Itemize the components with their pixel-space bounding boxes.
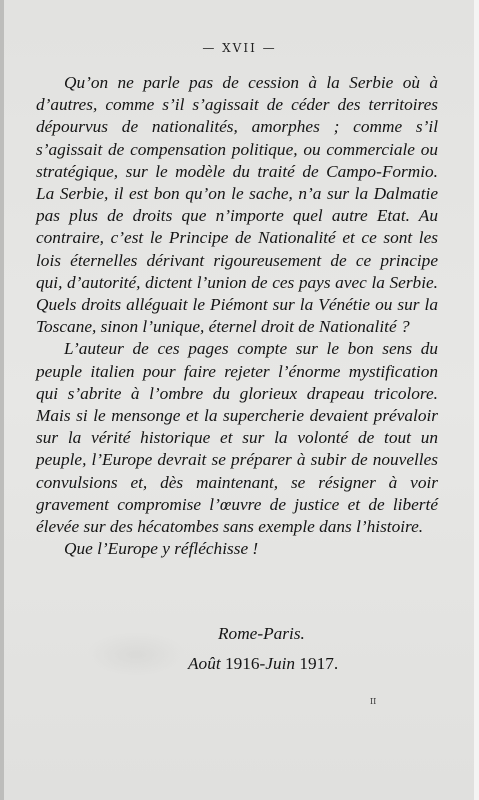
body-text — [36, 72, 438, 560]
printer-signature-mark: II — [370, 697, 377, 706]
paragraph: L’auteur de ces pages compte sur le bon sens du peuple italien pour faire rejeter l’énorme mystification qui s’abrite à l’ombre du glorieux drapeau tricolore. Mais si le mensonge et la supercherie devaient prévaloir sur la vérité historique et sur la volonté de tout un peuple, l’Europe devrait se préparer à subir de nouvelles convulsions et, dès maintenant, se résigner à voir gravement compromise l’œuvre de justice et de liberté élevée sur des hécatombes sans exemple dans l’histoire. — [36, 339, 438, 537]
bleed-through-blot — [86, 632, 186, 677]
signature-place: Rome-Paris. — [218, 624, 305, 643]
date-year-start: 1916 — [224, 654, 260, 673]
page-number-header: — XVII — — [202, 41, 277, 55]
paragraph: Que l’Europe y réfléchisse ! — [64, 539, 259, 559]
paragraph: Qu’on ne parle pas de cession à la Serbie où à d’autres, comme s’il s’agissait de céder des territoires dépourvus de nationalités, amorphes ; comme s’il s’agissait de compensation politique, ou commerciale ou stratégique, sur le modèle du traité de Campo-Formio. La Serbie, il est bon qu’on le sache, n’a sur la Dalmatie pas plus de droits que n’importe quel autre Etat. Au contraire, c’est le Principe de Nationalité et ce sont les lois éternelles dérivant rigoureusement de ce principe qui, d’autorité, dictent l’union de ces pays avec la Serbie. Quels droits alléguait le Piémont sur la Vénétie ou sur la Toscane, sinon l’unique, éternel droit de Nationalité ? — [36, 73, 438, 337]
signature-date — [188, 654, 338, 674]
date-month-start: Août — [188, 654, 225, 673]
date-year-end: 1917. — [299, 654, 339, 673]
date-month-end: -Juin — [259, 654, 300, 673]
